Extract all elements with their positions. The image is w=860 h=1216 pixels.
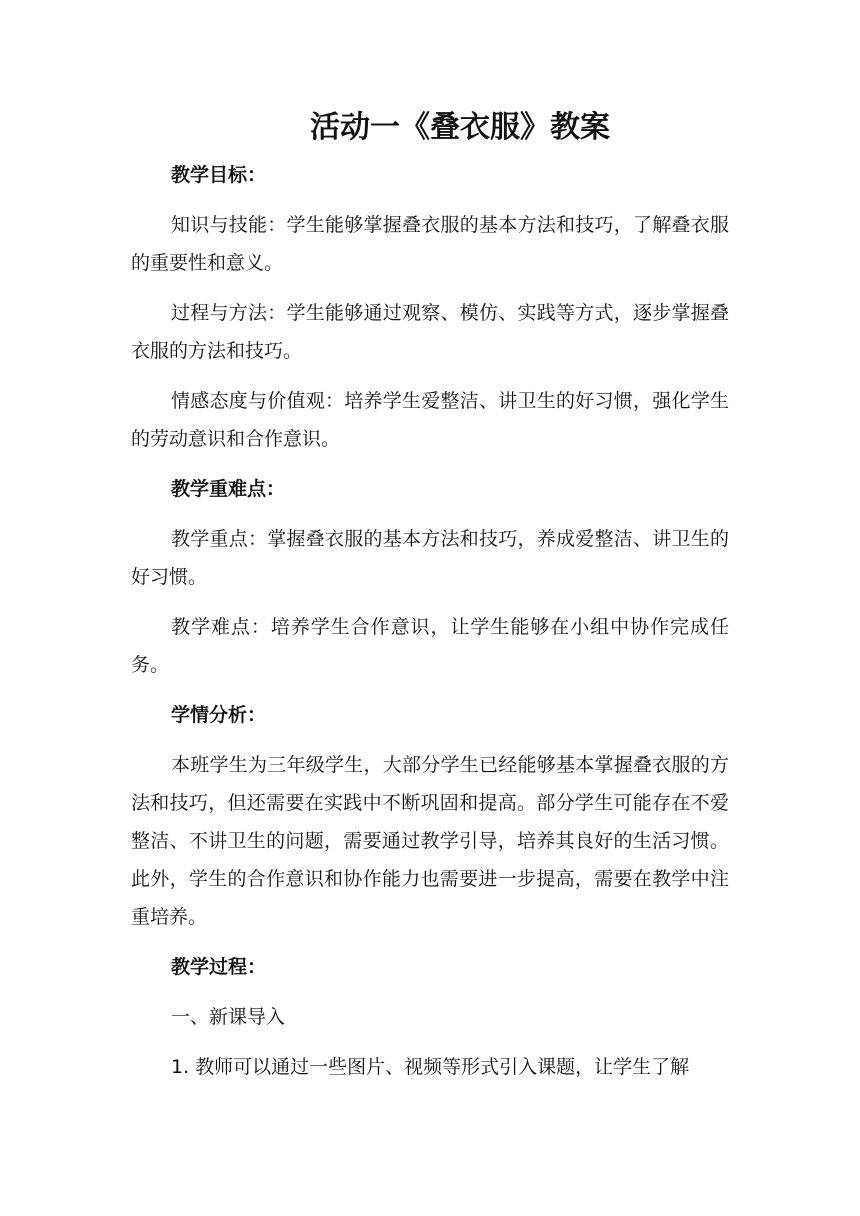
paragraph-student-analysis: 本班学生为三年级学生，大部分学生已经能够基本掌握叠衣服的方法和技巧，但还需要在实践中不断巩固和提高。部分学生可能存在不爱整洁、不讲卫生的问题，需要通过教学引导，培养其良好的生活习惯。此外，学生的合作意识和协作能力也需要进一步提高，需要在教学中注重培养。 (131, 754, 729, 928)
document-title: 活动一《叠衣服》教案 (310, 110, 610, 145)
section-heading-key-points: 教学重难点： (171, 478, 286, 500)
paragraph-knowledge-skills: 知识与技能：学生能够掌握叠衣服的基本方法和技巧，了解叠衣服的重要性和意义。 (131, 214, 729, 274)
paragraph-difficulty: 教学难点：培养学生合作意识，让学生能够在小组中协作完成任务。 (131, 616, 729, 676)
section-heading-teaching-process: 教学过程： (171, 956, 267, 978)
paragraph-emotion-values: 情感态度与价值观：培养学生爱整洁、讲卫生的好习惯，强化学生的劳动意识和合作意识。 (131, 390, 729, 450)
paragraph-key-point: 教学重点：掌握叠衣服的基本方法和技巧，养成爱整洁、讲卫生的好习惯。 (131, 528, 729, 588)
document-body (131, 108, 729, 1098)
paragraph-step-1: 1. 教师可以通过一些图片、视频等形式引入课题，让学生了解 (171, 1056, 690, 1078)
paragraph-process-methods: 过程与方法：学生能够通过观察、模仿、实践等方式，逐步掌握叠衣服的方法和技巧。 (131, 302, 729, 362)
paragraph-new-lesson-intro: 一、新课导入 (171, 1006, 286, 1028)
section-heading-objectives: 教学目标： (171, 164, 267, 186)
section-heading-student-analysis: 学情分析： (171, 704, 267, 726)
